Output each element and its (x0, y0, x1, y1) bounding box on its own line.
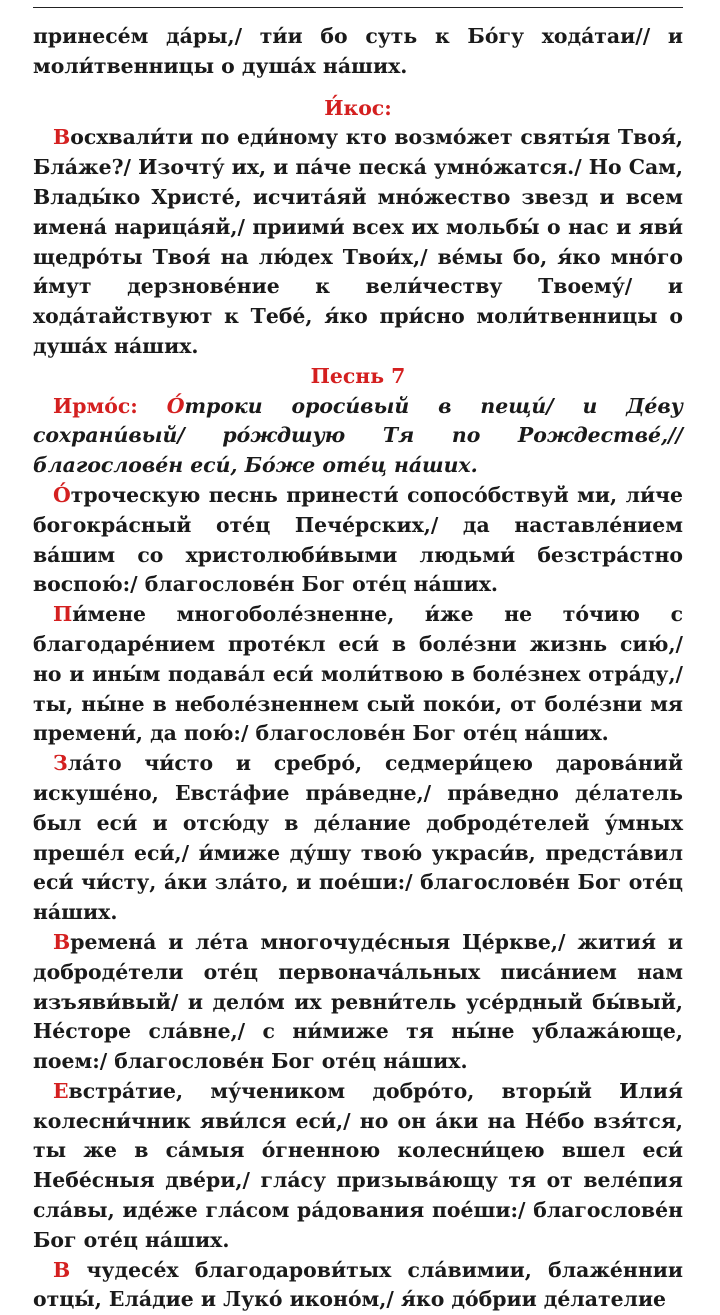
drop-initial: Е (53, 1078, 69, 1103)
troparion-paragraph (33, 600, 683, 749)
paragraph-text: троческую песнь принести́ сопосо́бствуй ми, ли́че богокра́сный оте́ц Пече́рских,/ да наставле́нием ва́шим со христолюби́выми людьми́ безстра́стно воспою́:/ благослове́н Бог оте́ц на́ших. (33, 482, 683, 597)
drop-initial: В (53, 1257, 71, 1282)
troparion-paragraph (33, 749, 683, 928)
troparion-paragraph (33, 928, 683, 1077)
irmos-paragraph (33, 392, 683, 481)
paragraph-text: чудесе́х благодарови́тых сла́вимии, блаже́ннии отцы́, Ела́дие и Луко́ иконо́м,/ я́ко до́брии де́лателие (33, 1257, 683, 1312)
drop-initial: О́ (53, 482, 71, 507)
paragraph-text: и́мене многоболе́зненне, и́же не то́чию с благодаре́нием проте́кл еси́ в боле́зни жизнь сию́,/ но и ины́м подава́л еси́ моли́твою в боле́знех отра́ду,/ ты, ны́не в неболе́зненнем сый поко́и, от боле́зни мя премени́, да пою́:/ благослове́н Бог оте́ц на́ших. (33, 602, 683, 746)
troparion-paragraph (33, 1256, 683, 1315)
paragraph-text: встра́тие, му́чеником добро́то, вторы́й Илия́ колесни́чник яви́лся еси́,/ но он а́ки на Не́бо взя́тся, ты же в са́мыя о́гненною колесни́цею вшел еси́ Небе́сныя две́ри,/ гла́су призыва́ющу тя от веле́пия сла́вы, иде́же гла́сом ра́дования пое́ши:/ благослове́н Бог оте́ц на́ших. (33, 1078, 683, 1252)
irmos-text: троки ороси́вый в пещи́/ и Де́ву сохрани́вый/ ро́ждшую Тя по Рождестве́,// благослове́н еси́, Бо́же оте́ц на́ших. (33, 393, 683, 478)
drop-initial: П (53, 602, 73, 627)
drop-initial: З (53, 751, 68, 776)
paragraph-text: ремена́ и ле́та многочуде́сныя Це́ркве,/ жития́ и доброде́тели оте́ц первонача́льных писа́нием нам изъяви́вый/ и дело́м их ревни́тель усе́рдный бы́вый, Не́сторе сла́вне,/ с ни́миже тя ны́не ублажа́юще, поем:/ благослове́н Бог оте́ц на́ших. (33, 929, 683, 1074)
troparion-paragraph (33, 1077, 683, 1256)
continuation-paragraph: принесе́м да́ры,/ ти́и бо суть к Бо́гу хода́таи// и моли́твенницы о душа́х на́ших. (33, 24, 683, 78)
ode-heading: Песнь 7 (310, 363, 406, 388)
paragraph-text: ла́то чи́сто и сребро́, седмери́цею дарова́ний искуше́но, Евста́фие пра́ведне,/ пра́ведно де́латель был еси́ и отсю́ду в де́лание доброде́телей у́мных преше́л еси́,/ и́миже ду́шу твою́ украси́в, предста́вил еси́ чи́сту, а́ки зла́то, и пое́ши:/ благослове́н Бог оте́ц на́ших. (33, 751, 683, 925)
irmos-label: Ирмо́с: (53, 393, 138, 418)
drop-initial: В (53, 125, 71, 150)
troparion-paragraph (33, 481, 683, 600)
page-text (33, 0, 683, 1315)
drop-initial: О́ (166, 393, 185, 418)
ikos-paragraph (33, 123, 683, 361)
ikos-heading: И́кос: (324, 95, 392, 120)
drop-initial: В (53, 929, 71, 954)
paragraph-text: осхвали́ти по еди́ному кто возмо́жет святы́я Твоя́, Бла́же?/ Изочту́ их, и па́че песка́ умно́жатся./ Но Сам, Влады́ко Христе́, исчита́яй мно́жество звезд и всем имена́ нарица́яй,/ приими́ всех их мольбы́ о нас и яви́ щедро́ты Твоя́ на лю́дех Твои́х,/ ве́мы бо, я́ко мно́го и́мут дерзнове́ние к вели́честву Твоему́/ и хода́тайствуют к Тебе́, я́ко при́сно моли́твенницы о душа́х на́ших. (33, 125, 683, 358)
